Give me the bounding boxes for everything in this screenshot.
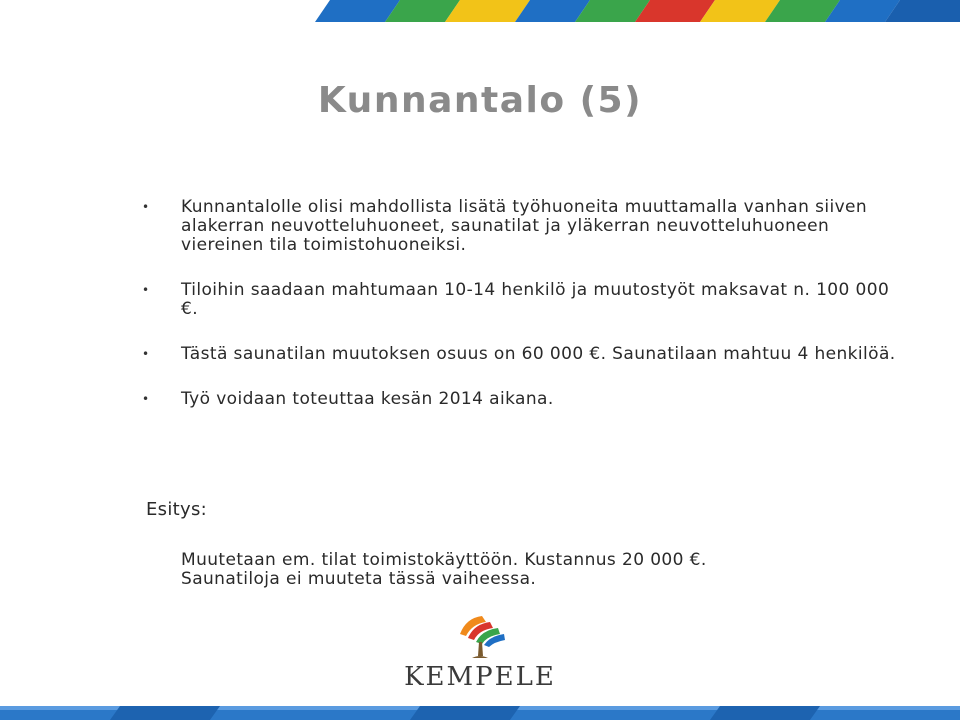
- proposal-line-2: Saunatiloja ei muuteta tässä vaiheessa.: [181, 569, 537, 589]
- bullet-item-1: • Kunnantalolle olisi mahdollista lisätä työhuoneita muuttamalla vanhan siiven alakerran neuvotteluhuoneet, saunatilat ja yläkerran neuvotteluhuoneen viereinen tila toimistohuoneiksi.: [140, 198, 900, 255]
- proposal-line-1: Muutetaan em. tilat toimistokäyttöön. Kustannus 20 000 €.: [181, 550, 707, 570]
- tree-logo-icon: [452, 612, 508, 660]
- slide-title: Kunnantalo (5): [317, 80, 643, 121]
- kempele-logo: [400, 612, 560, 692]
- proposal-label: Esitys:: [146, 499, 208, 520]
- bullet-item-4: • Työ voidaan toteuttaa kesän 2014 aikana.: [140, 390, 900, 409]
- bullet-item-3: • Tästä saunatilan muutoksen osuus on 60 000 €. Saunatilaan mahtuu 4 henkilöä.: [140, 345, 900, 364]
- logo-wordmark: KEMPELE: [404, 662, 556, 692]
- bullet-item-2: • Tiloihin saadaan mahtumaan 10-14 henkilö ja muutostyöt maksavat n. 100 000 €.: [140, 281, 900, 319]
- bottom-decorative-strip: [0, 706, 960, 720]
- top-decorative-strip: [0, 0, 960, 22]
- proposal-text: [181, 551, 901, 589]
- bullet-list: [140, 198, 900, 409]
